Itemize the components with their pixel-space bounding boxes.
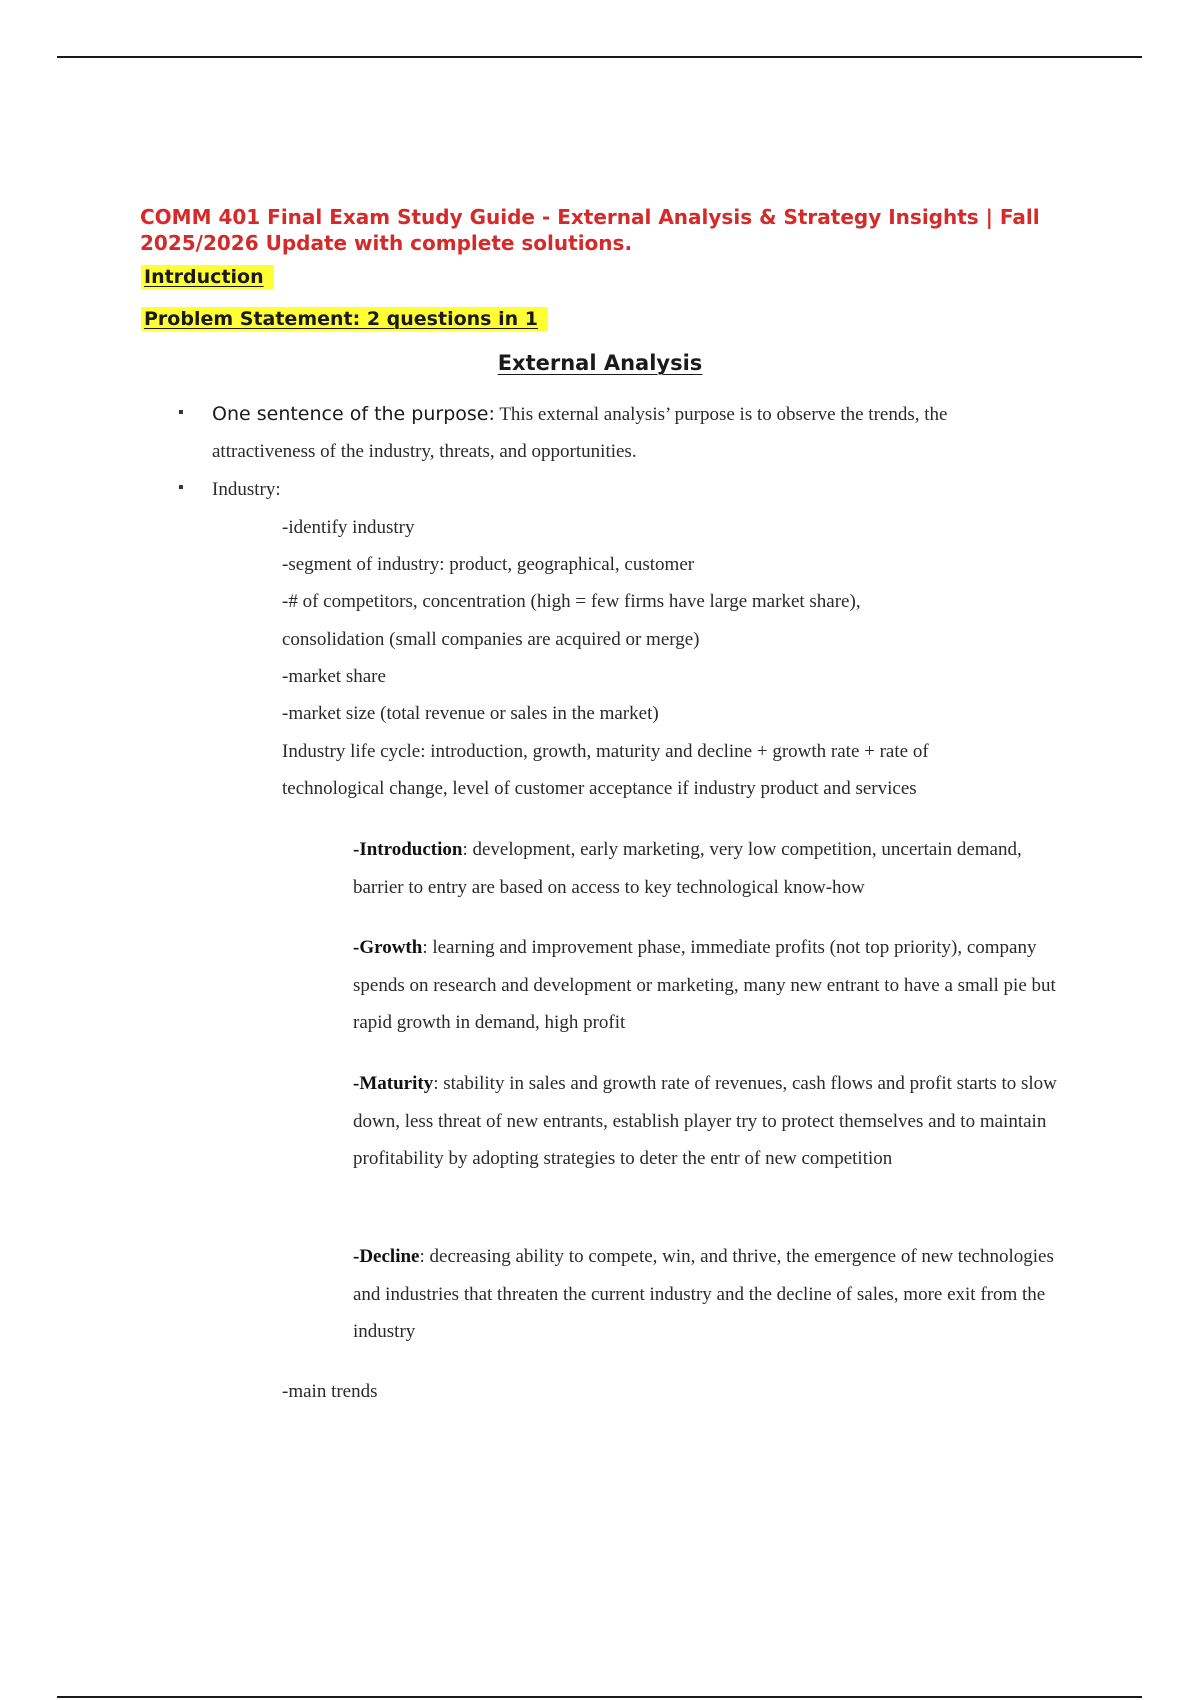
- document-title: COMM 401 Final Exam Study Guide - External Analysis & Strategy Insights | Fall 2025/2026 Update with complete solutions.: [140, 205, 1040, 255]
- stage-term: -Maturity: [353, 1073, 434, 1094]
- industry-item: -identify industry: [282, 517, 415, 538]
- introduction-heading: Intrduction: [141, 265, 274, 289]
- industry-item: -# of competitors, concentration (high = few firms have large market share),: [282, 591, 861, 612]
- purpose-text: This external analysis’ purpose is to observe the trends, the: [499, 404, 948, 425]
- stage-maturity: [353, 1065, 1073, 1178]
- stage-term: -Decline: [353, 1246, 420, 1267]
- bullet-icon: ▪: [178, 404, 184, 421]
- industry-label: Industry:: [212, 479, 281, 500]
- life-cycle-summary-continued: technological change, level of customer acceptance if industry product and services: [282, 778, 917, 799]
- purpose-label: One sentence of the purpose:: [212, 403, 495, 425]
- industry-item: consolidation (small companies are acquired or merge): [282, 629, 700, 650]
- industry-item: -segment of industry: product, geographical, customer: [282, 554, 695, 575]
- stage-description: : decreasing ability to compete, win, and thrive, the emergence of new technologies and industries that threaten the current industry and the decline of sales, more exit from the industry: [353, 1246, 1054, 1342]
- bullet-icon: ▪: [178, 479, 184, 496]
- purpose-text-continued: attractiveness of the industry, threats, and opportunities.: [212, 441, 637, 462]
- stage-description: : stability in sales and growth rate of revenues, cash flows and profit starts to slow down, less threat of new entrants, establish player try to protect themselves and to maintain profitability by adopting strategies to deter the entr of new competition: [353, 1073, 1057, 1169]
- industry-item: -market share: [282, 666, 386, 687]
- life-cycle-summary: Industry life cycle: introduction, growth, maturity and decline + growth rate + rate of: [282, 741, 929, 762]
- stage-growth: [353, 929, 1073, 1042]
- stage-description: : development, early marketing, very low competition, uncertain demand, barrier to entry are based on access to key technological know-how: [353, 839, 1022, 898]
- stage-decline: [353, 1238, 1073, 1351]
- purpose-line: [212, 396, 947, 433]
- main-trends: -main trends: [282, 1381, 378, 1402]
- stage-term: -Introduction: [353, 839, 463, 860]
- stage-introduction: [353, 831, 1073, 906]
- stage-term: -Growth: [353, 937, 423, 958]
- top-rule: [57, 56, 1142, 58]
- industry-item: -market size (total revenue or sales in the market): [282, 703, 659, 724]
- stage-description: : learning and improvement phase, immediate profits (not top priority), company spends on research and development or marketing, many new entrant to have a small pie but rapid growth in demand, high profit: [353, 937, 1056, 1033]
- problem-statement-heading: Problem Statement: 2 questions in 1: [141, 307, 548, 331]
- bottom-rule: [57, 1696, 1142, 1698]
- section-heading: External Analysis: [497, 351, 703, 375]
